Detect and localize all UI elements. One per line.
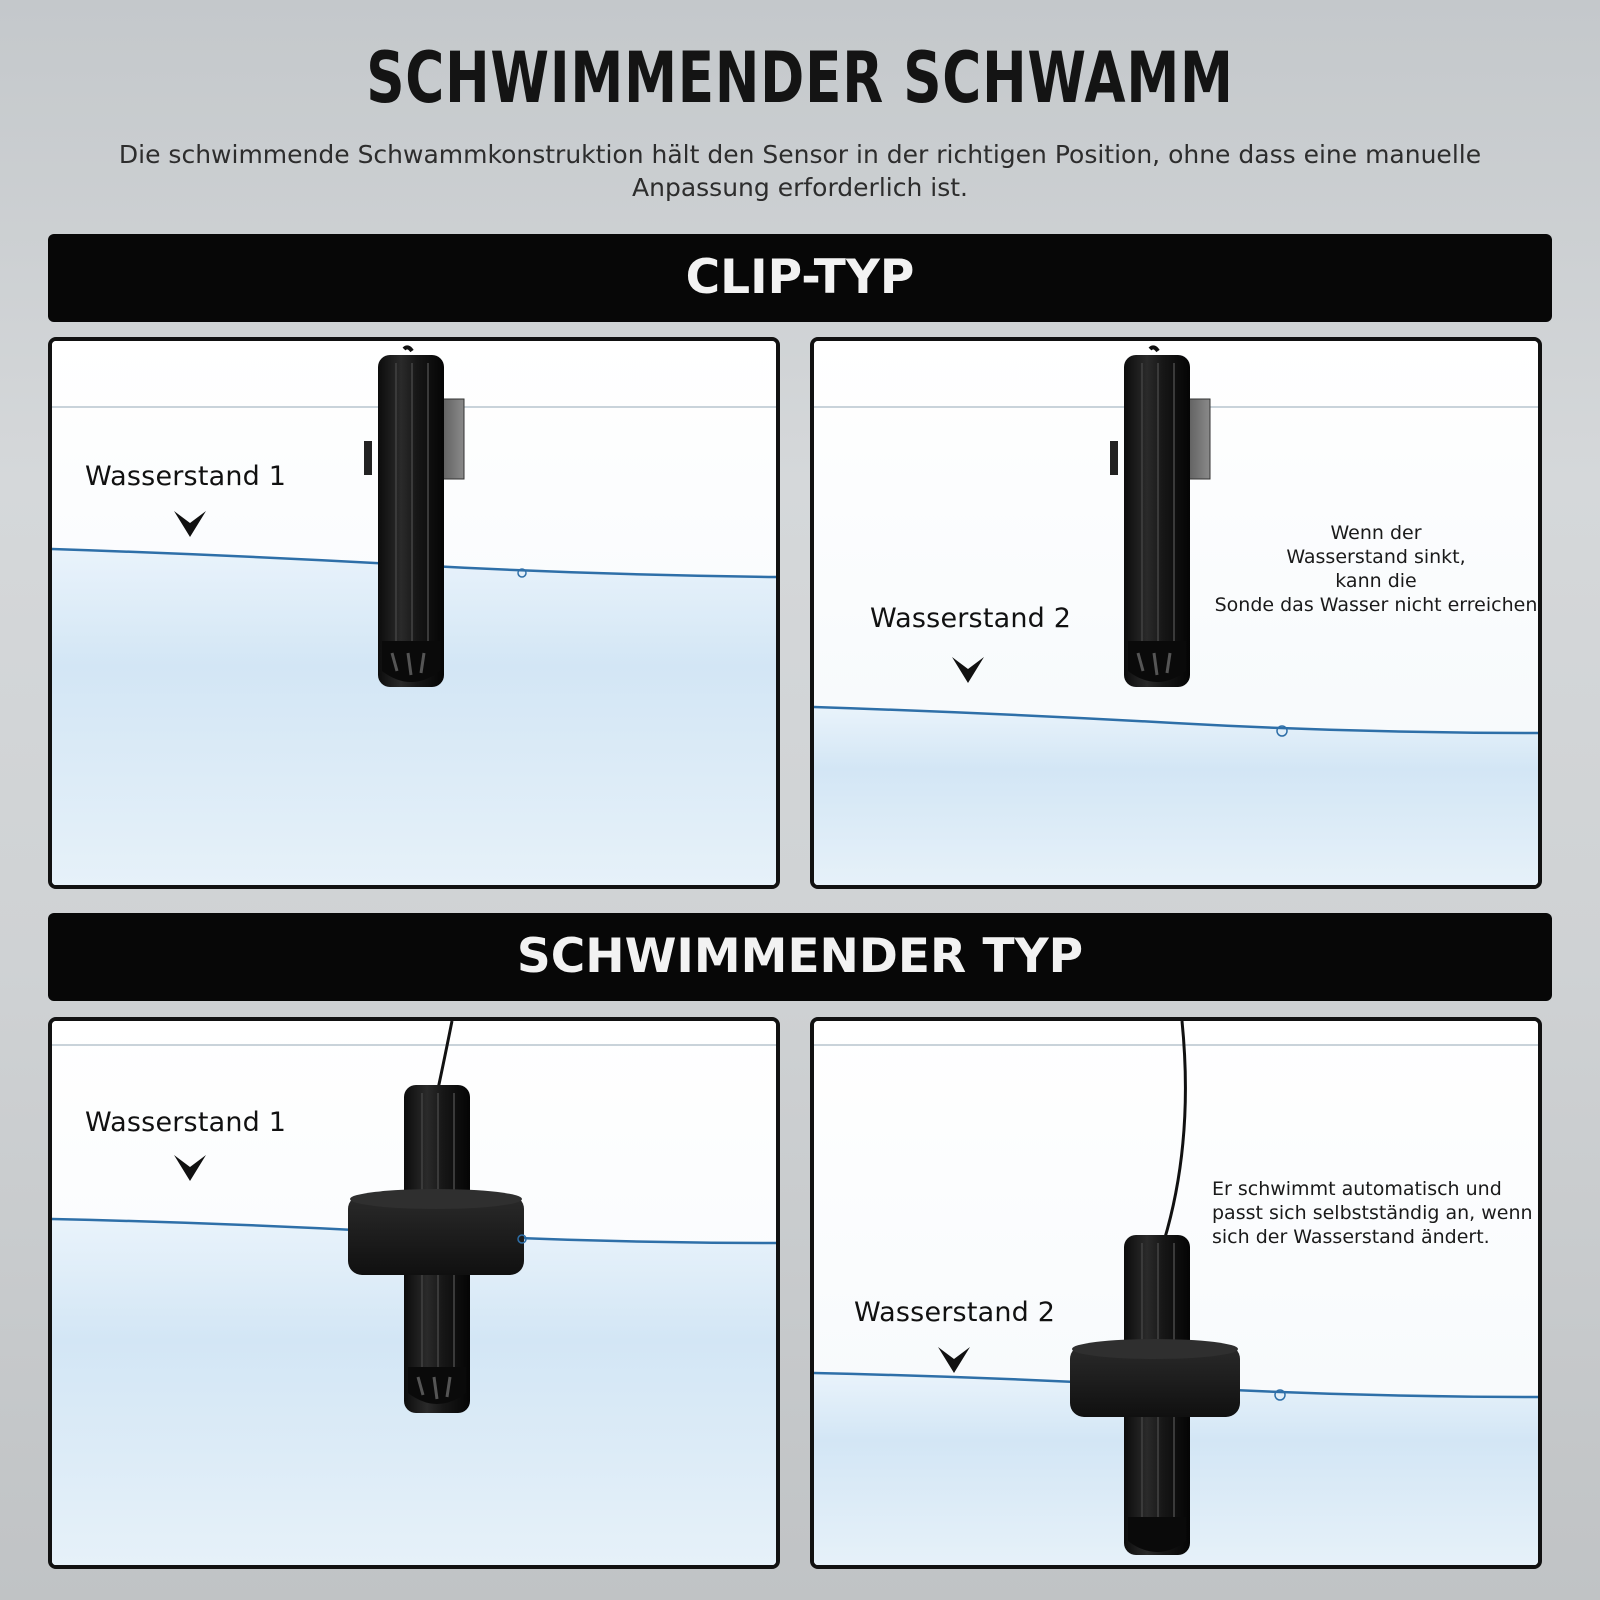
section-header-clip-type: CLIP-TYP [48, 234, 1552, 322]
note-line: Er schwimmt automatisch und [1212, 1178, 1502, 1200]
panel-clip-level-2 [810, 337, 1542, 889]
panel-floating-level-2 [810, 1017, 1542, 1569]
chevron-down-icon [950, 653, 986, 687]
chevron-down-icon [936, 1343, 972, 1377]
info-note [1212, 1177, 1532, 1249]
note-line: kann die [1335, 570, 1417, 592]
water-level-label: Wasserstand 1 [85, 1107, 287, 1138]
note-line: sich der Wasserstand ändert. [1212, 1226, 1490, 1248]
chevron-down-icon [172, 507, 208, 541]
scene-illustration [814, 1021, 1538, 1565]
note-line: Wenn der [1330, 522, 1422, 544]
note-line: passt sich selbstständig an, wenn [1212, 1202, 1533, 1224]
panel-floating-level-1 [48, 1017, 780, 1569]
info-note [1214, 521, 1538, 617]
subtitle-line-1: Die schwimmende Schwammkonstruktion hält den Sensor in der richtigen Position, ohne dass eine manuelle [118, 140, 1482, 169]
scene-illustration [52, 341, 776, 885]
panel-clip-level-1 [48, 337, 780, 889]
water-level-label: Wasserstand 2 [870, 603, 1072, 634]
note-line: Wasserstand sinkt, [1286, 546, 1466, 568]
subtitle-line-2: Anpassung erforderlich ist. [632, 173, 968, 202]
page-title: SCHWIMMENDER SCHWAMM [366, 37, 1234, 119]
note-line: Sonde das Wasser nicht erreichen [1214, 594, 1538, 616]
water-level-label: Wasserstand 2 [854, 1297, 1056, 1328]
page-subtitle [70, 138, 1530, 204]
water-level-label: Wasserstand 1 [85, 461, 287, 492]
section-header-floating-type: SCHWIMMENDER TYP [48, 913, 1552, 1001]
chevron-down-icon [172, 1151, 208, 1185]
scene-illustration [52, 1021, 776, 1565]
